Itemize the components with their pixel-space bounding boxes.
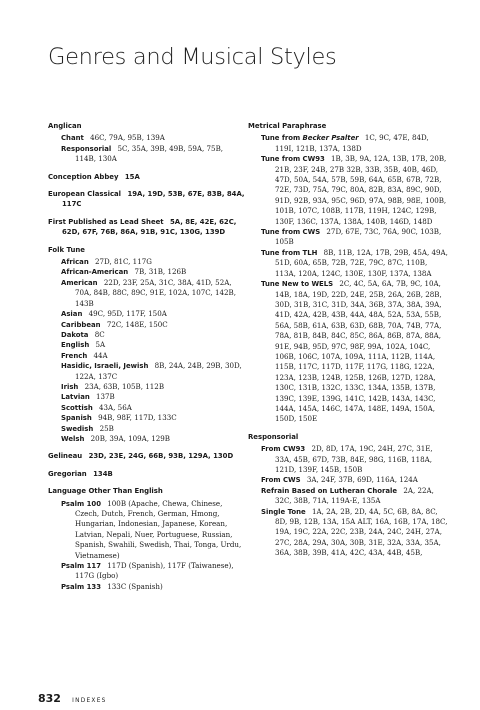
subcategory-entries: 27D, 67E, 73C, 76A, 90C, 103B, 105B (275, 227, 442, 247)
subcategory-label (261, 155, 325, 163)
subcategory-entries: 5A (95, 340, 106, 350)
category-label: Metrical Paraphrase (248, 122, 327, 130)
subcategory-label (61, 583, 101, 591)
category-heading (48, 217, 246, 238)
category-heading (248, 121, 448, 131)
subcategory-label-text: Tune New to WELS (261, 280, 334, 289)
subcategory-entry (248, 248, 448, 279)
category-label: European Classical (48, 190, 122, 199)
subcategory-label-text: Caribbean (61, 320, 101, 329)
subcategory-label-text: Refrain Based on Lutheran Chorale (261, 486, 398, 495)
subcategory-label-emphasis: Becker Psalter (302, 134, 359, 143)
page-title: Genres and Musical Styles (48, 44, 337, 70)
subcategory-label (61, 268, 128, 276)
subcategory-label (261, 445, 305, 453)
subcategory-label-text: English (61, 341, 90, 350)
subcategory-entries: 8B, 11B, 12A, 17B, 29B, 45A, 49A, 51D, 60A, 65B, 72B, 72E, 79C, 87C, 110B, 113A, 120A, 124C, 130E, 130F, 137A, 138A (275, 247, 448, 278)
subcategory-entries: 5C, 35A, 39B, 49B, 59A, 75B, 114B, 130A (75, 143, 224, 164)
genre-category (48, 172, 246, 182)
subcategory-entry (48, 320, 246, 330)
category-heading (48, 121, 246, 131)
subcategory-label (261, 508, 306, 516)
subcategory-entry (248, 475, 448, 485)
category-heading (48, 245, 246, 255)
subcategory-entry (248, 486, 448, 507)
category-label: Folk Tune (48, 245, 85, 254)
subcategory-label-text: African (61, 258, 89, 267)
subcategory-entry (248, 444, 448, 475)
genre-category (48, 217, 246, 238)
page-footer (38, 687, 107, 706)
subcategory-entries: 133C (Spanish) (107, 581, 163, 591)
subcategory-label (261, 476, 301, 484)
subcategory-entry (48, 144, 246, 165)
page-number: 832 (38, 692, 61, 705)
subcategory-label-text: From CWS (261, 476, 301, 485)
subcategory-label-text: Psalm 133 (61, 582, 102, 591)
subcategory-entries: 46C, 79A, 95B, 139A (90, 133, 165, 143)
subcategory-label-text: Single Tone (261, 507, 306, 516)
subcategory-entry (48, 403, 246, 413)
subcategory-entry (48, 582, 246, 592)
subcategory-entries: 49C, 95D, 117F, 150A (88, 309, 167, 319)
subcategory-label-text: Responsorial (61, 144, 112, 153)
subcategory-label (61, 352, 87, 360)
category-label: Responsorial (248, 432, 299, 441)
subcategory-entries: 25B (99, 423, 114, 433)
subcategory-label (261, 487, 397, 495)
subcategory-label-text: Latvian (61, 393, 90, 402)
subcategory-label-text: Psalm 100 (61, 499, 102, 508)
subcategory-label (61, 435, 84, 443)
subcategory-label (261, 228, 320, 236)
subcategory-entries: 3A, 24F, 37B, 69D, 116A, 124A (306, 475, 418, 485)
subcategory-entry (248, 227, 448, 248)
subcategory-label (61, 362, 148, 370)
subcategory-entries: 23A, 63B, 105B, 112B (84, 381, 165, 391)
subcategory-label (61, 383, 78, 391)
subcategory-entries: 22D, 23F, 25A, 31C, 38A, 41D, 52A, 70A, 84B, 88C, 89C, 91E, 102A, 107C, 142B, 143B (75, 277, 236, 308)
category-label: Language Other Than English (48, 487, 163, 496)
section-label: INDEXES (72, 698, 107, 704)
subcategory-label-text: Scottish (61, 403, 93, 412)
subcategory-entries: 2D, 8D, 17A, 19C, 24H, 27C, 31E, 33A, 45B, 67D, 73B, 84E, 98G, 116B, 118A, 121D, 139F, 145B, 150B (275, 444, 433, 474)
subcategory-entries: 137B (96, 392, 115, 402)
subcategory-label-text: American (61, 278, 98, 287)
subcategory-label (61, 393, 90, 401)
subcategory-entries: 27D, 81C, 117G (95, 257, 152, 267)
subcategory-entry (48, 133, 246, 143)
right-column (248, 121, 448, 559)
subcategory-entry (48, 424, 246, 434)
subcategory-entry (48, 351, 246, 361)
genre-category (48, 486, 246, 592)
subcategory-entries: 1C, 9C, 47E, 84D, 119I, 121B, 137A, 138D (275, 133, 429, 153)
subcategory-label-text: Irish (61, 382, 79, 391)
subcategory-label (61, 321, 101, 329)
subcategory-entries: 100B (Apache, Chewa, Chinese, Czech, Dutch, French, German, Hmong, Hungarian, Indonesian, Japanese, Korean, Latvian, Nepali, Nuer, Portuguese, Russian, Spanish, Swahili, Swedish, Thai, Tonga, Urdu, Vietnamese) (75, 498, 242, 560)
subcategory-label-text: Spanish (61, 414, 92, 423)
category-entries: 5A, 8E, 42E, 62C, 62D, 67F, 76B, 86A, 91B, 91C, 130G, 139D (62, 217, 237, 237)
subcategory-label (61, 310, 82, 318)
subcategory-label (61, 258, 89, 266)
subcategory-label (261, 280, 333, 288)
subcategory-label-text: Psalm 117 (61, 562, 102, 571)
category-heading (48, 451, 246, 461)
subcategory-label-text: Tune from CW93 (261, 155, 325, 164)
subcategory-entry (48, 392, 246, 402)
subcategory-entry (48, 278, 246, 309)
category-entries: 134B (93, 469, 113, 478)
category-label: Anglican (48, 122, 82, 130)
genre-category (248, 432, 448, 559)
subcategory-entries: 2A, 22A, 32C, 38B, 71A, 119A-E, 135A (275, 485, 434, 506)
subcategory-label (261, 134, 359, 142)
subcategory-entries: 20B, 39A, 109A, 129B (90, 433, 171, 443)
category-entries: 15A (124, 172, 140, 181)
category-entries: 23D, 23E, 24G, 66B, 93B, 129A, 130D (88, 452, 234, 461)
subcategory-entry (48, 257, 246, 267)
subcategory-label (261, 249, 317, 257)
subcategory-label-text: Hasidic, Israeli, Jewish (61, 362, 149, 371)
subcategory-label (61, 134, 84, 142)
category-heading (48, 172, 246, 182)
subcategory-entries: 43A, 56A (99, 402, 132, 412)
subcategory-entries: 1A, 2A, 2B, 2D, 4A, 5C, 6B, 8A, 8C, 8D, 9B, 12B, 13A, 15A ALT, 16A, 16B, 17A, 18C, 19A, 19C, 22A, 22C, 23B, 24A, 24C, 24H, 27A, 27C, 28A, 29A, 30A, 30B, 31E, 32A, 33A, 35A, 36A, 38B, 39B, 41A, 42C, 43A, 44B, 45B, (275, 506, 448, 558)
category-entries: 19A, 19D, 53B, 67E, 83B, 84A, 117C (62, 190, 245, 209)
subcategory-entry (48, 499, 246, 561)
subcategory-label (61, 500, 101, 508)
subcategory-label-text: Tune from CWS (261, 228, 321, 237)
subcategory-label-text: French (61, 351, 88, 360)
subcategory-entry (248, 154, 448, 227)
subcategory-label (61, 414, 92, 422)
category-heading (48, 189, 246, 210)
subcategory-entry (48, 361, 246, 382)
category-heading (48, 486, 246, 496)
subcategory-label (61, 562, 101, 570)
subcategory-label-text: African-American (61, 268, 129, 277)
subcategory-entry (48, 382, 246, 392)
subcategory-entries: 44A (93, 350, 108, 360)
genre-category (48, 121, 246, 165)
subcategory-label-text: Chant (61, 134, 84, 143)
subcategory-entries: 8C (94, 329, 105, 339)
left-column (48, 121, 246, 592)
subcategory-entry (48, 309, 246, 319)
subcategory-label-text: Welsh (61, 434, 85, 443)
subcategory-entry (48, 413, 246, 423)
subcategory-label (61, 404, 93, 412)
subcategory-entry (48, 561, 246, 582)
category-label: Conception Abbey (48, 172, 119, 181)
subcategory-entries: 1B, 3B, 9A, 12A, 13B, 17B, 20B, 21B, 23F, 24B, 27B 32B, 33B, 35B, 40B, 46D, 47D, 50A, 54A, 57B, 59B, 64A, 65B, 67B, 72B, 72E, 73D, 75A, 79C, 80A, 82B, 83A, 89C, 90D, 91D, 92B, 93A, 95C, 96D, 97A, 98B, 98E, 100B, 101B, 107C, 108B, 117B, 119H, 124C, 129B, 130F, 136C, 137A, 138A, 140B, 146D, 148D (275, 154, 447, 226)
subcategory-entry (48, 330, 246, 340)
subcategory-label (61, 145, 111, 153)
subcategory-entry (48, 340, 246, 350)
subcategory-label-text: Dakota (61, 330, 89, 339)
subcategory-entries: 8B, 24A, 24B, 29B, 30D, 122A, 137C (75, 361, 242, 381)
genre-category (48, 245, 246, 445)
subcategory-label-text: Tune from (261, 134, 303, 143)
genre-category (48, 451, 246, 461)
subcategory-entries: 94B, 98F, 117D, 133C (98, 413, 177, 423)
genre-category (48, 469, 246, 479)
subcategory-entry (248, 507, 448, 559)
category-label: First Published as Lead Sheet (48, 217, 164, 226)
genre-category (248, 121, 448, 425)
subcategory-entry (248, 279, 448, 425)
subcategory-entry (248, 133, 448, 154)
subcategory-entry (48, 267, 246, 277)
subcategory-entries: 117D (Spanish), 117F (Taiwanese), 117G (Igbo) (75, 561, 234, 581)
subcategory-label (61, 279, 98, 287)
subcategory-entries: 2C, 4C, 5A, 6A, 7B, 9C, 10A, 14B, 18A, 19D, 22D, 24E, 25B, 26A, 26B, 28B, 30D, 31B, 31C, 31D, 34A, 36B, 37A, 38A, 39A, 41D, 42A, 42B, 43B, 44A, 48A, 52A, 53A, 55B, 56A, 58B, 61A, 63B, 63D, 68B, 70A, 74B, 77A, 78A, 81B, 84B, 84C, 85C, 86A, 86B, 87A, 88A, 91E, 94B, 95D, 97C, 98F, 99A, 102A, 104C, 106B, 106C, 107A, 109A, 111A, 112B, 114A, 115B, 117C, 117D, 117F, 117G, 118G, 122A, 123A, 123B, 124B, 125B, 126B, 127D, 128A, 130C, 131B, 132C, 133C, 134A, 135B, 137B, 139C, 139E, 139G, 141C, 142B, 143A, 143C, 144A, 145A, 146C, 147A, 148E, 149A, 150A, 150D, 150E (275, 279, 442, 424)
subcategory-label-text: Asian (61, 310, 83, 319)
category-heading (48, 469, 246, 479)
subcategory-label-text: Swedish (61, 424, 94, 433)
subcategory-label (61, 331, 88, 339)
subcategory-label (61, 425, 93, 433)
subcategory-entries: 7B, 31B, 126B (134, 267, 187, 277)
subcategory-entries: 72C, 148E, 150C (106, 319, 168, 329)
subcategory-label-text: From CW93 (261, 445, 306, 454)
subcategory-entry (48, 434, 246, 444)
genre-category (48, 189, 246, 210)
category-label: Gregorian (48, 469, 87, 478)
category-heading (248, 432, 448, 442)
subcategory-label (61, 341, 89, 349)
subcategory-label-text: Tune from TLH (261, 248, 318, 257)
category-label: Gelineau (48, 452, 83, 461)
